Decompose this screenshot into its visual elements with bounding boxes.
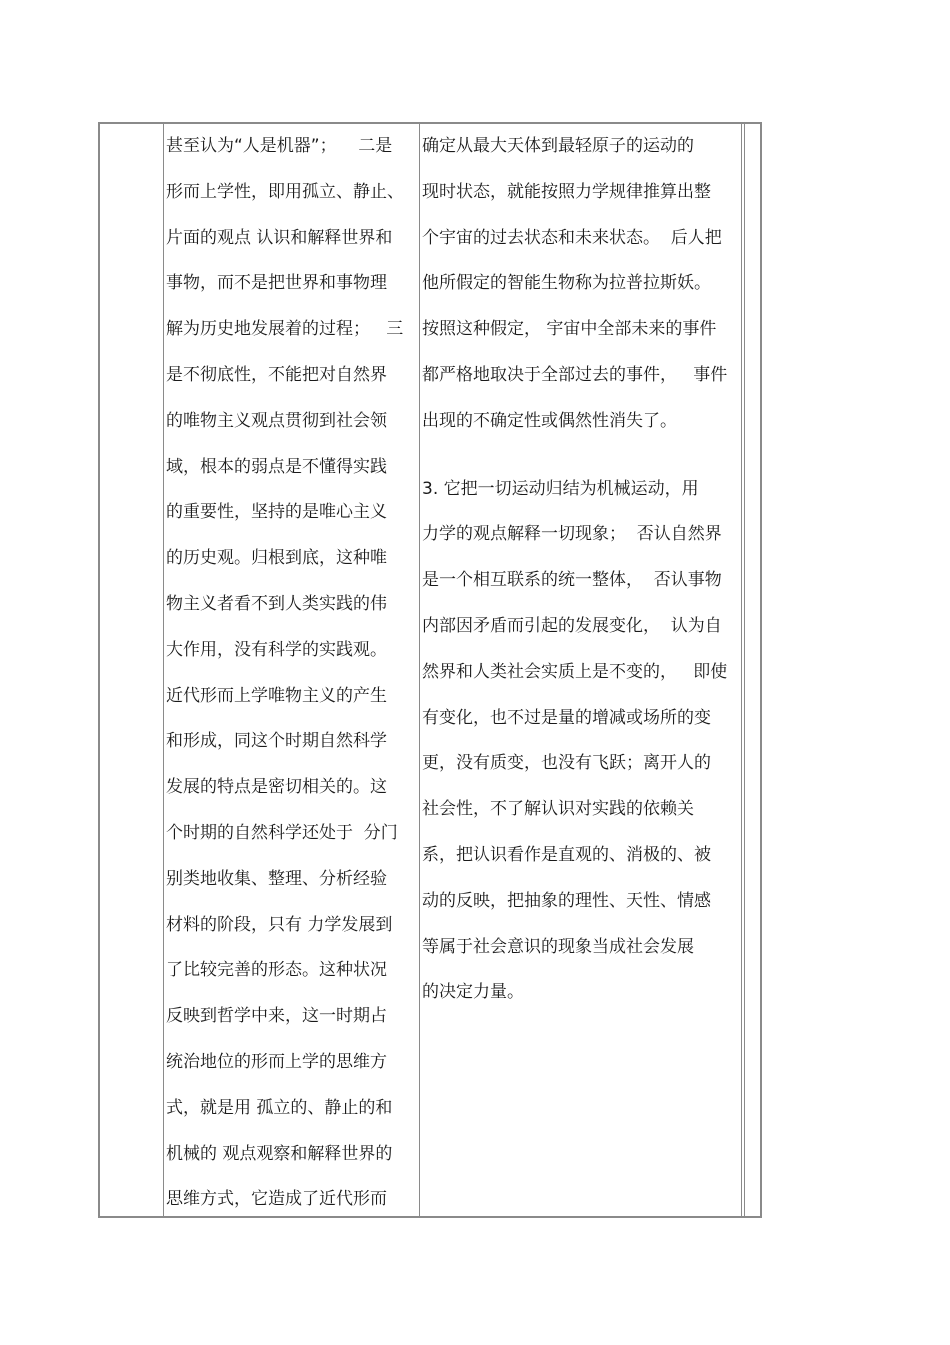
text-line: 片面的观点 认识和解释世界和 xyxy=(166,227,393,248)
text-line: 个宇宙的过去状态和未来状态。 后人把 xyxy=(422,227,722,248)
column-divider-2 xyxy=(419,124,420,1216)
text-line: 确定从最大天体到最轻原子的运动的 xyxy=(422,136,694,156)
text-line: 的唯物主义观点贯彻到社会领 xyxy=(166,410,387,431)
text-line: 个时期的自然科学还处于 分门 xyxy=(166,822,398,843)
text-line: 物主义者看不到人类实践的伟 xyxy=(166,593,387,614)
text-line: 他所假定的智能生物称为拉普拉斯妖。 xyxy=(422,273,711,294)
text-line: 甚至认为“人是机器”； 二是 xyxy=(166,136,393,156)
text-line: 出现的不确定性或偶然性消失了。 xyxy=(422,410,677,431)
text-line: 近代形而上学唯物主义的产生 xyxy=(166,685,387,706)
right-column-paragraph-1 xyxy=(422,124,740,445)
text-line: 事物，而不是把世界和事物理 xyxy=(166,273,387,294)
text-line: 社会性，不了解认识对实践的依赖关 xyxy=(422,799,694,820)
text-line: 动的反映，把抽象的理性、天性、情感 xyxy=(422,890,711,911)
text-line: 的重要性，坚持的是唯心主义 xyxy=(166,502,387,523)
text-line: 解为历史地发展着的过程； 三 xyxy=(166,319,404,340)
text-line: 然界和人类社会实质上是不变的， 即使 xyxy=(422,661,728,682)
text-line: 有变化，也不过是量的增减或场所的变 xyxy=(422,707,711,728)
text-line: 别类地收集、整理、分析经验 xyxy=(166,868,387,889)
text-line: 是不彻底性，不能把对自然界 xyxy=(166,364,387,385)
text-line: 更，没有质变，也没有飞跃；离开人的 xyxy=(422,753,711,774)
text-line: 发展的特点是密切相关的。这 xyxy=(166,777,387,798)
right-column-text xyxy=(422,124,740,1016)
column-divider-1 xyxy=(163,124,164,1216)
text-line: 形而上学性，即用孤立、静止、 xyxy=(166,181,404,202)
text-line: 了比较完善的形态。这种状况 xyxy=(166,960,387,981)
text-line: 域，根本的弱点是不懂得实践 xyxy=(166,456,387,477)
text-line: 和形成，同这个时期自然科学 xyxy=(166,731,387,752)
text-line: 现时状态，就能按照力学规律推算出整 xyxy=(422,181,711,202)
text-line: 都严格地取决于全部过去的事件， 事件 xyxy=(422,364,728,385)
text-line: 的决定力量。 xyxy=(422,982,524,1003)
text-line: 思维方式，它造成了近代形而 xyxy=(166,1189,387,1210)
text-line: 按照这种假定， 宇宙中全部未来的事件 xyxy=(422,319,717,340)
text-line: 反映到哲学中来，这一时期占 xyxy=(166,1006,387,1027)
text-line: 材料的阶段，只有 力学发展到 xyxy=(166,914,393,935)
middle-column-text xyxy=(166,124,416,1223)
text-line: 内部因矛盾而引起的发展变化， 认为自 xyxy=(422,615,722,636)
document-table xyxy=(98,122,762,1218)
text-line: 是一个相互联系的统一整体， 否认事物 xyxy=(422,570,722,591)
text-line: 机械的 观点观察和解释世界的 xyxy=(166,1143,393,1164)
text-line: 的历史观。归根到底，这种唯 xyxy=(166,548,387,569)
text-line: 式，就是用 孤立的、静止的和 xyxy=(166,1097,393,1118)
column-divider-3 xyxy=(741,124,745,1216)
text-line: 系，把认识看作是直观的、消极的、被 xyxy=(422,844,711,865)
text-line: 力学的观点解释一切现象； 否认自然界 xyxy=(422,524,722,545)
text-line: 等属于社会意识的现象当成社会发展 xyxy=(422,936,694,957)
text-line: 统治地位的形而上学的思维方 xyxy=(166,1051,387,1072)
text-line: 大作用，没有科学的实践观。 xyxy=(166,639,387,660)
right-column-paragraph-2 xyxy=(422,467,740,1017)
text-line: 3. 它把一切运动归结为机械运动，用 xyxy=(422,478,699,499)
